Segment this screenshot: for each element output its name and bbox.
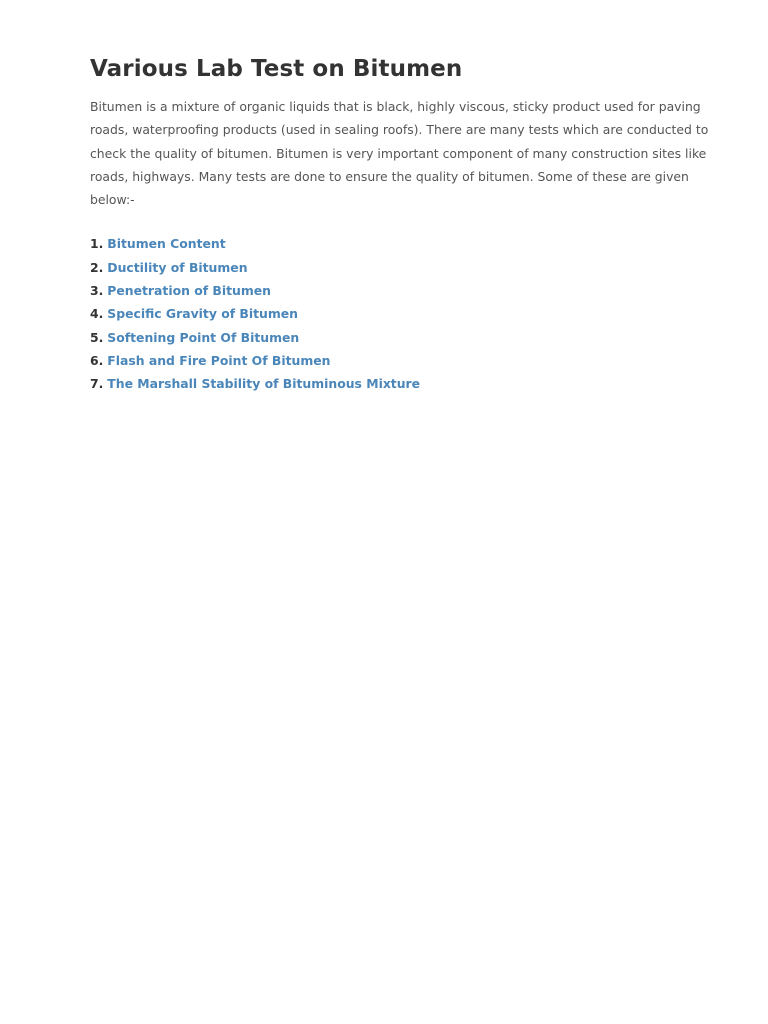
list-number: 1. (90, 236, 104, 252)
list-item (90, 302, 730, 325)
page-title: Various Lab Test on Bitumen (90, 56, 463, 82)
list-item (90, 232, 730, 255)
link-softening-point[interactable]: Softening Point Of Bitumen (107, 329, 300, 345)
list-number: 5. (90, 329, 104, 345)
list-item (90, 256, 730, 279)
list-number: 7. (90, 376, 104, 392)
article (90, 52, 730, 396)
link-flash-fire-point[interactable]: Flash and Fire Point Of Bitumen (107, 352, 331, 368)
list-item (90, 326, 730, 349)
link-bitumen-content[interactable]: Bitumen Content (107, 236, 226, 252)
list-number: 6. (90, 352, 104, 368)
link-specific-gravity[interactable]: Specific Gravity of Bitumen (107, 306, 298, 322)
link-marshall-stability[interactable]: The Marshall Stability of Bituminous Mixture (107, 376, 421, 392)
list-item (90, 349, 730, 372)
list-item (90, 372, 730, 395)
intro-paragraph: Bitumen is a mixture of organic liquids that is black, highly viscous, sticky product used for paving roads, waterproofing products (used in sealing roofs). There are many tests which are conducted to check the quality of bitumen. Bitumen is very important component of many construction sites like roads, highways. Many tests are done to ensure the quality of bitumen. Some of these are given below:- (90, 99, 709, 208)
list-item (90, 279, 730, 302)
link-ductility[interactable]: Ductility of Bitumen (107, 259, 248, 275)
link-penetration[interactable]: Penetration of Bitumen (107, 283, 272, 299)
list-number: 3. (90, 283, 104, 299)
list-number: 2. (90, 259, 104, 275)
test-list (90, 232, 730, 395)
list-number: 4. (90, 306, 104, 322)
